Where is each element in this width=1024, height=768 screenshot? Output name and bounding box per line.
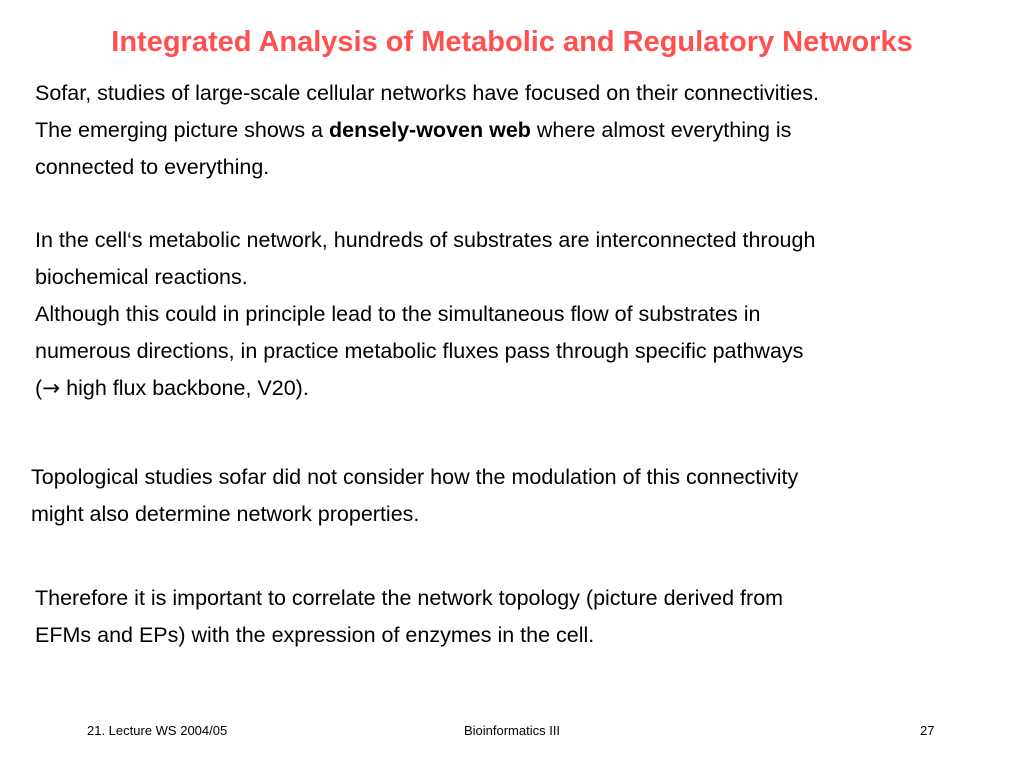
footer-page-number: 27 [920,723,935,738]
text-segment: where almost everything is [530,118,792,142]
paragraph-metabolic-network [35,222,815,407]
paragraph-line: biochemical reactions. [35,265,248,289]
paragraph-line: Although this could in principle lead to the simultaneous flow of substrates in [35,302,761,326]
paragraph-line: connected to everything. [35,155,270,179]
bold-phrase: densely-woven web [328,118,531,142]
text-segment: high flux backbone, V20). [60,376,309,400]
text-segment: ( [35,376,43,400]
paragraph-correlation [35,580,783,654]
paragraph-line [35,370,815,407]
paragraph-line: numerous directions, in practice metabolic fluxes pass through specific pathways [35,339,804,363]
paragraph-line: In the cell‘s metabolic network, hundreds of substrates are interconnected through [35,228,816,252]
paragraph-line: EFMs and EPs) with the expression of enzymes in the cell. [35,623,595,647]
paragraph-line: Therefore it is important to correlate the network topology (picture derived from [35,586,784,610]
paragraph-line [35,112,819,149]
paragraph-line: Topological studies sofar did not consider how the modulation of this connectivity [31,465,799,489]
slide-title: Integrated Analysis of Metabolic and Regulatory Networks [111,26,913,58]
paragraph-connectivity [35,75,819,186]
right-arrow-icon: → [42,376,61,401]
footer-lecture: 21. Lecture WS 2004/05 [87,723,228,738]
footer-course: Bioinformatics III [463,723,561,738]
paragraph-line: Sofar, studies of large-scale cellular networks have focused on their connectivities. [35,81,819,105]
paragraph-line: might also determine network properties. [31,502,420,526]
paragraph-topological-studies [31,459,798,533]
text-segment: The emerging picture shows a [35,118,329,142]
